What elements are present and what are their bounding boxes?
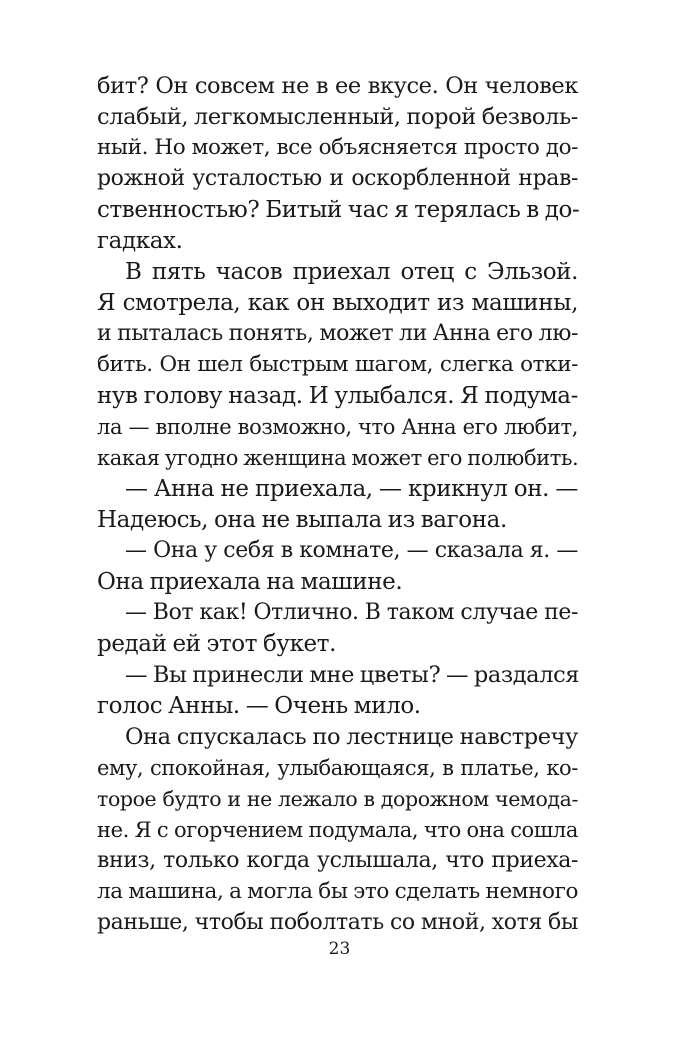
- text-line: — Вы принесли мне цветы? — раздался: [125, 662, 580, 688]
- text-line: ла машина, а могла бы это сделать немного: [97, 879, 578, 904]
- text-line: рожной усталостью и оскорбленной нрав-: [97, 166, 578, 191]
- text-line: В пять часов приехал отец с Эльзой.: [125, 259, 578, 285]
- text-line: вниз, только когда услышала, что приеха-: [97, 848, 578, 873]
- text-line: бить. Он шел быстрым шагом, слегка отки-: [97, 352, 578, 377]
- text-line: и пыталась понять, может ли Анна его лю-: [97, 321, 578, 346]
- text-line: Она приехала на машине.: [97, 569, 403, 595]
- text-line: раньше, чтобы поболтать со мной, хотя бы: [97, 910, 578, 935]
- text-line: ему, спокойная, улыбающаяся, в платье, ко-: [97, 756, 578, 780]
- text-line: гадках.: [97, 228, 183, 254]
- text-line: — Она у себя в комнате, — сказала я. —: [125, 538, 578, 563]
- text-line: редай ей этот букет.: [97, 631, 336, 657]
- text-line: нув голову назад. И улыбался. Я подума-: [97, 383, 578, 409]
- page-number: 23: [328, 939, 351, 959]
- text-line: — Вот как! Отлично. В таком случае пе-: [125, 600, 578, 625]
- text-line: слабый, легкомысленный, порой безволь-: [97, 104, 578, 130]
- text-line: не. Я с огорчением подумала, что она сошла: [97, 818, 578, 842]
- text-line: — Анна не приехала, — крикнул он. —: [125, 476, 578, 502]
- text-line: бит? Он совсем не в ее вкусе. Он человек: [97, 73, 578, 99]
- text-line: голос Анны. — Очень мило.: [97, 693, 421, 719]
- text-line: торое будто и не лежало в дорожном чемода-: [97, 787, 578, 811]
- text-line: ла — вполне возможно, что Анна его любит,: [97, 415, 578, 439]
- text-line: Она спускалась по лестнице навстречу: [125, 724, 578, 750]
- text-line: какая угодно женщина может его полюбить.: [97, 446, 579, 470]
- text-line: ственностью? Битый час я терялась в до-: [97, 197, 580, 223]
- text-line: Надеюсь, она не выпала из вагона.: [97, 507, 507, 533]
- text-line: Я смотрела, как он выходит из машины,: [97, 290, 578, 316]
- text-line: ный. Но может, все объясняется просто до-: [97, 135, 578, 160]
